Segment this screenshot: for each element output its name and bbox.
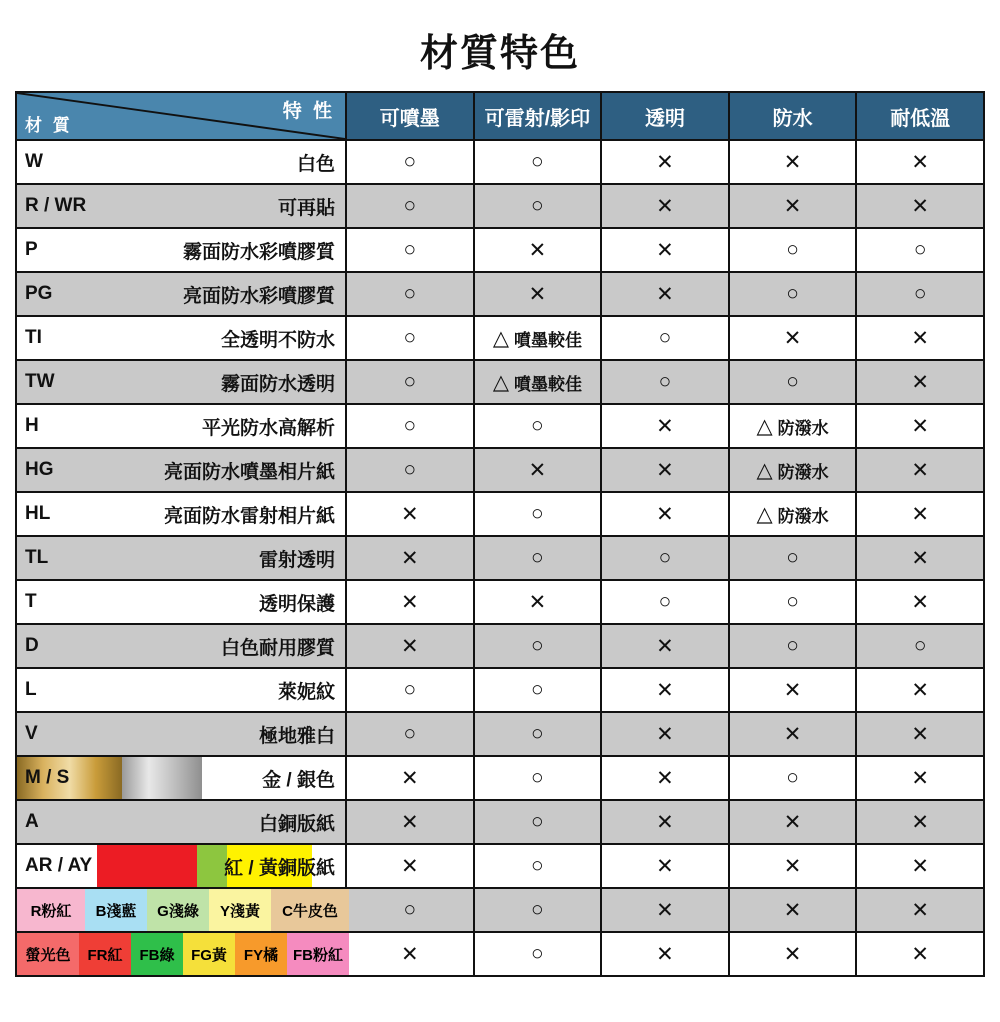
feature-mark: ✕ (783, 810, 802, 834)
feature-mark: ✕ (656, 634, 674, 658)
feature-mark: ✕ (783, 898, 802, 922)
feature-cell (474, 580, 602, 624)
material-desc: 亮面防水彩噴膠質 (182, 285, 335, 307)
color-swatch: FB綠 (131, 933, 183, 975)
feature-mark: ✕ (656, 810, 674, 834)
feature-mark: ✕ (911, 546, 929, 570)
table-row (16, 140, 984, 184)
feature-mark: ○ (403, 150, 417, 173)
row-material-cell (16, 756, 346, 800)
feature-cell (474, 756, 602, 800)
material-code: L (25, 679, 37, 700)
feature-cell (601, 712, 729, 756)
feature-mark: ○ (658, 546, 672, 569)
feature-mark: ✕ (656, 238, 674, 262)
feature-mark: ○ (403, 678, 417, 701)
feature-note: 噴墨較佳 (513, 374, 582, 394)
table-row (16, 756, 984, 800)
feature-cell (601, 140, 729, 184)
table-row (16, 184, 984, 228)
table-row (16, 888, 984, 932)
material-code: PG (25, 283, 53, 304)
feature-cell (474, 536, 602, 580)
feature-mark: ✕ (911, 370, 929, 394)
row-material-cell (16, 404, 346, 448)
table-body (16, 140, 984, 976)
feature-mark: △ (756, 414, 773, 438)
color-swatch: FB粉紅 (287, 933, 349, 975)
feature-mark: ✕ (911, 722, 929, 746)
color-swatch: Y淺黃 (209, 889, 271, 931)
feature-cell (729, 448, 857, 492)
feature-mark: ○ (531, 810, 544, 833)
feature-cell (601, 800, 729, 844)
feature-cell (729, 624, 857, 668)
feature-mark: ○ (786, 370, 799, 393)
feature-mark: ✕ (783, 722, 802, 746)
row-material-cell (16, 140, 346, 184)
feature-cell (856, 448, 984, 492)
feature-mark: ✕ (656, 458, 674, 482)
feature-mark: ✕ (656, 194, 674, 218)
feature-cell (474, 932, 602, 976)
material-desc: 平光防水高解析 (201, 417, 335, 439)
material-code: W (25, 151, 43, 172)
table-row (16, 844, 984, 888)
feature-mark: ✕ (783, 854, 802, 878)
feature-cell (856, 228, 984, 272)
feature-note: 防潑水 (777, 418, 829, 438)
feature-cell (346, 316, 474, 360)
feature-mark: △ (492, 370, 509, 394)
feature-mark: ✕ (911, 590, 929, 614)
feature-cell (856, 316, 984, 360)
color-swatch: B淺藍 (85, 889, 147, 931)
feature-mark: ○ (786, 546, 799, 569)
feature-cell (346, 448, 474, 492)
feature-mark: ✕ (528, 238, 547, 262)
feature-cell (346, 580, 474, 624)
feature-mark: ○ (531, 634, 544, 657)
feature-mark: ○ (531, 854, 544, 877)
row-material-cell (16, 360, 346, 404)
material-code: HL (25, 503, 51, 524)
feature-mark: ✕ (528, 590, 547, 614)
feature-cell (474, 492, 602, 536)
table-row (16, 272, 984, 316)
feature-mark: ○ (531, 150, 544, 173)
feature-mark: ○ (403, 370, 417, 393)
feature-mark: ○ (531, 678, 544, 701)
feature-cell (856, 580, 984, 624)
feature-cell (346, 668, 474, 712)
feature-mark: ✕ (783, 150, 802, 174)
feature-cell (474, 624, 602, 668)
feature-cell (856, 888, 984, 932)
material-desc: 雷射透明 (258, 549, 335, 571)
table-row (16, 448, 984, 492)
feature-cell (601, 756, 729, 800)
feature-mark: ✕ (911, 810, 929, 834)
feature-mark: ✕ (656, 282, 674, 306)
feature-cell (729, 844, 857, 888)
feature-cell (474, 404, 602, 448)
feature-cell (346, 404, 474, 448)
table-row (16, 228, 984, 272)
material-code: D (25, 635, 39, 656)
material-code: HG (25, 459, 54, 480)
feature-cell (601, 668, 729, 712)
feature-cell (729, 712, 857, 756)
table-corner-header (16, 92, 346, 140)
feature-mark: ✕ (911, 502, 929, 526)
feature-cell (474, 140, 602, 184)
material-code: TL (25, 547, 49, 568)
feature-cell (601, 316, 729, 360)
feature-cell (474, 184, 602, 228)
feature-mark: ○ (786, 238, 799, 261)
material-code: T (25, 591, 37, 612)
feature-cell (601, 492, 729, 536)
column-header-lowtemp: 耐低溫 (856, 92, 984, 140)
table-row (16, 712, 984, 756)
material-desc: 紅 / 黃銅版紙 (224, 857, 335, 879)
feature-cell (474, 844, 602, 888)
feature-cell (346, 756, 474, 800)
material-code: TW (25, 371, 55, 392)
feature-mark: ○ (531, 194, 544, 217)
feature-mark: ✕ (656, 502, 674, 526)
feature-cell (474, 712, 602, 756)
feature-note: 防潑水 (777, 506, 829, 526)
feature-cell (856, 272, 984, 316)
feature-mark: ✕ (911, 854, 929, 878)
feature-cell (856, 140, 984, 184)
feature-cell (856, 184, 984, 228)
feature-mark: ○ (786, 634, 799, 657)
color-swatch (197, 845, 227, 887)
feature-cell (601, 624, 729, 668)
feature-mark: ✕ (400, 810, 419, 834)
feature-mark: ○ (531, 766, 544, 789)
feature-cell (601, 536, 729, 580)
feature-cell (729, 492, 857, 536)
table-row (16, 800, 984, 844)
feature-mark: △ (756, 458, 773, 482)
color-swatches (17, 889, 349, 931)
feature-mark: ✕ (400, 546, 419, 570)
feature-mark: ✕ (911, 326, 929, 350)
column-header-laser: 可雷射/影印 (474, 92, 602, 140)
color-swatch (122, 757, 202, 799)
color-swatch: FR紅 (79, 933, 131, 975)
feature-mark: ○ (403, 326, 417, 349)
feature-cell (601, 888, 729, 932)
row-material-cell (16, 228, 346, 272)
row-material-cell (16, 184, 346, 228)
material-desc: 金 / 銀色 (262, 769, 335, 791)
feature-cell (346, 932, 474, 976)
feature-mark: ✕ (911, 942, 929, 966)
corner-left-label: 材 質 (25, 116, 73, 135)
table-row (16, 536, 984, 580)
feature-mark: ✕ (656, 898, 674, 922)
feature-cell (474, 888, 602, 932)
feature-mark: ○ (403, 282, 417, 305)
feature-mark: △ (492, 326, 509, 350)
color-swatch (97, 845, 197, 887)
material-code: AR / AY (25, 855, 93, 876)
color-swatch: R粉紅 (17, 889, 85, 931)
feature-mark: ○ (786, 590, 799, 613)
feature-cell (601, 404, 729, 448)
feature-cell (474, 668, 602, 712)
feature-cell (729, 800, 857, 844)
feature-mark: ○ (531, 502, 544, 525)
column-header-transparent: 透明 (601, 92, 729, 140)
material-desc: 白色耐用膠質 (220, 637, 335, 659)
feature-mark: ○ (403, 194, 417, 217)
feature-cell (346, 184, 474, 228)
material-desc: 全透明不防水 (220, 329, 335, 351)
feature-mark: ○ (403, 414, 417, 437)
material-code: H (25, 415, 39, 436)
column-header-waterproof: 防水 (729, 92, 857, 140)
color-swatch: FY橘 (235, 933, 287, 975)
feature-mark: ✕ (783, 678, 802, 702)
row-material-cell (16, 712, 346, 756)
feature-cell (729, 536, 857, 580)
feature-cell (729, 184, 857, 228)
row-material-cell (16, 932, 346, 976)
material-code: M / S (25, 767, 70, 788)
color-swatch: 螢光色 (17, 933, 79, 975)
feature-mark: ✕ (656, 942, 674, 966)
corner-right-label: 特 性 (282, 101, 335, 122)
feature-mark: ✕ (783, 942, 802, 966)
feature-mark: ○ (658, 370, 672, 393)
feature-cell (729, 140, 857, 184)
material-desc: 透明保護 (258, 593, 335, 615)
feature-cell (729, 668, 857, 712)
feature-mark: ✕ (528, 282, 547, 306)
feature-cell (601, 360, 729, 404)
material-desc: 白色 (296, 153, 335, 175)
material-desc: 萊妮紋 (277, 681, 335, 703)
feature-cell (856, 844, 984, 888)
table-row (16, 580, 984, 624)
feature-cell (729, 228, 857, 272)
material-code: V (25, 723, 38, 744)
feature-cell (474, 272, 602, 316)
feature-cell (346, 536, 474, 580)
feature-mark: ○ (913, 238, 927, 261)
table-row (16, 492, 984, 536)
feature-mark: ✕ (400, 590, 419, 614)
feature-mark: ✕ (400, 766, 419, 790)
material-desc: 亮面防水雷射相片紙 (163, 505, 335, 527)
feature-cell (856, 624, 984, 668)
table-row (16, 360, 984, 404)
feature-cell (729, 272, 857, 316)
feature-cell (729, 404, 857, 448)
feature-mark: ✕ (911, 194, 929, 218)
feature-mark: ○ (531, 546, 544, 569)
material-desc: 極地雅白 (258, 725, 335, 747)
feature-mark: ○ (403, 458, 417, 481)
row-material-cell (16, 536, 346, 580)
feature-mark: ○ (786, 766, 799, 789)
feature-mark: ✕ (911, 766, 929, 790)
feature-mark: ○ (531, 722, 544, 745)
table-row (16, 668, 984, 712)
feature-mark: ✕ (400, 502, 419, 526)
row-material-cell (16, 580, 346, 624)
feature-mark: ✕ (911, 898, 929, 922)
row-material-cell (16, 888, 346, 932)
column-header-inkjet: 可噴墨 (346, 92, 474, 140)
feature-mark: ✕ (911, 150, 929, 174)
table-row (16, 316, 984, 360)
feature-cell (729, 756, 857, 800)
feature-cell (729, 932, 857, 976)
feature-mark: ○ (531, 898, 544, 921)
color-swatches (17, 933, 349, 975)
material-desc: 亮面防水噴墨相片紙 (163, 461, 335, 483)
color-swatch: FG黃 (183, 933, 235, 975)
feature-mark: ✕ (656, 414, 674, 438)
row-material-cell (16, 844, 346, 888)
feature-mark: ✕ (783, 326, 802, 350)
feature-mark: ○ (786, 282, 799, 305)
material-desc: 可再貼 (277, 197, 335, 219)
feature-cell (856, 756, 984, 800)
feature-cell (601, 844, 729, 888)
feature-mark: ○ (658, 590, 672, 613)
feature-mark: △ (756, 502, 773, 526)
feature-cell (346, 800, 474, 844)
feature-mark: ○ (531, 414, 544, 437)
row-material-cell (16, 492, 346, 536)
feature-mark: ✕ (911, 678, 929, 702)
feature-cell (346, 712, 474, 756)
material-code: A (25, 811, 39, 832)
material-features-table (15, 91, 985, 977)
feature-mark: ✕ (400, 942, 419, 966)
feature-cell (346, 360, 474, 404)
feature-cell (601, 448, 729, 492)
feature-cell (346, 140, 474, 184)
feature-cell (346, 228, 474, 272)
feature-cell (346, 624, 474, 668)
feature-note: 防潑水 (777, 462, 829, 482)
feature-cell (474, 360, 602, 404)
row-material-cell (16, 800, 346, 844)
row-material-cell (16, 316, 346, 360)
row-material-cell (16, 668, 346, 712)
feature-cell (856, 668, 984, 712)
feature-cell (856, 800, 984, 844)
feature-cell (601, 184, 729, 228)
feature-mark: ✕ (911, 458, 929, 482)
feature-mark: ○ (403, 238, 417, 261)
feature-cell (346, 844, 474, 888)
material-desc: 霧面防水透明 (220, 373, 335, 395)
feature-cell (474, 228, 602, 272)
feature-cell (601, 580, 729, 624)
feature-note: 噴墨較佳 (513, 330, 582, 350)
feature-cell (856, 712, 984, 756)
feature-cell (856, 360, 984, 404)
table-row (16, 404, 984, 448)
row-material-cell (16, 624, 346, 668)
color-swatch: C牛皮色 (271, 889, 349, 931)
feature-cell (856, 932, 984, 976)
row-material-cell (16, 448, 346, 492)
color-swatch: G淺綠 (147, 889, 209, 931)
feature-cell (856, 404, 984, 448)
feature-cell (346, 492, 474, 536)
material-desc: 霧面防水彩噴膠質 (182, 241, 335, 263)
feature-cell (601, 932, 729, 976)
feature-cell (601, 272, 729, 316)
feature-mark: ✕ (528, 458, 547, 482)
page-title: 材質特色 (419, 33, 580, 75)
table-row (16, 932, 984, 976)
feature-cell (729, 316, 857, 360)
feature-mark: ✕ (656, 854, 674, 878)
feature-cell (601, 228, 729, 272)
feature-cell (856, 536, 984, 580)
table-row (16, 624, 984, 668)
feature-cell (729, 580, 857, 624)
material-code: P (25, 239, 38, 260)
feature-cell (856, 492, 984, 536)
feature-mark: ○ (913, 282, 927, 305)
feature-mark: ✕ (656, 722, 674, 746)
feature-cell (474, 448, 602, 492)
feature-cell (346, 272, 474, 316)
material-code: R / WR (25, 195, 87, 216)
feature-mark: ✕ (656, 678, 674, 702)
feature-mark: ○ (658, 326, 672, 349)
feature-cell (346, 888, 474, 932)
feature-cell (729, 360, 857, 404)
material-code: TI (25, 327, 42, 348)
row-material-cell (16, 272, 346, 316)
header-row (16, 92, 984, 140)
feature-mark: ○ (531, 942, 544, 965)
feature-mark: ✕ (783, 194, 802, 218)
feature-mark: ✕ (656, 766, 674, 790)
feature-mark: ○ (913, 634, 927, 657)
feature-cell (474, 316, 602, 360)
feature-mark: ✕ (656, 150, 674, 174)
feature-mark: ○ (403, 898, 417, 921)
material-desc: 白銅版紙 (258, 813, 335, 835)
table-header (16, 92, 984, 140)
feature-mark: ✕ (400, 634, 419, 658)
feature-mark: ○ (403, 722, 417, 745)
feature-cell (474, 800, 602, 844)
feature-mark: ✕ (400, 854, 419, 878)
feature-mark: ✕ (911, 414, 929, 438)
feature-cell (729, 888, 857, 932)
